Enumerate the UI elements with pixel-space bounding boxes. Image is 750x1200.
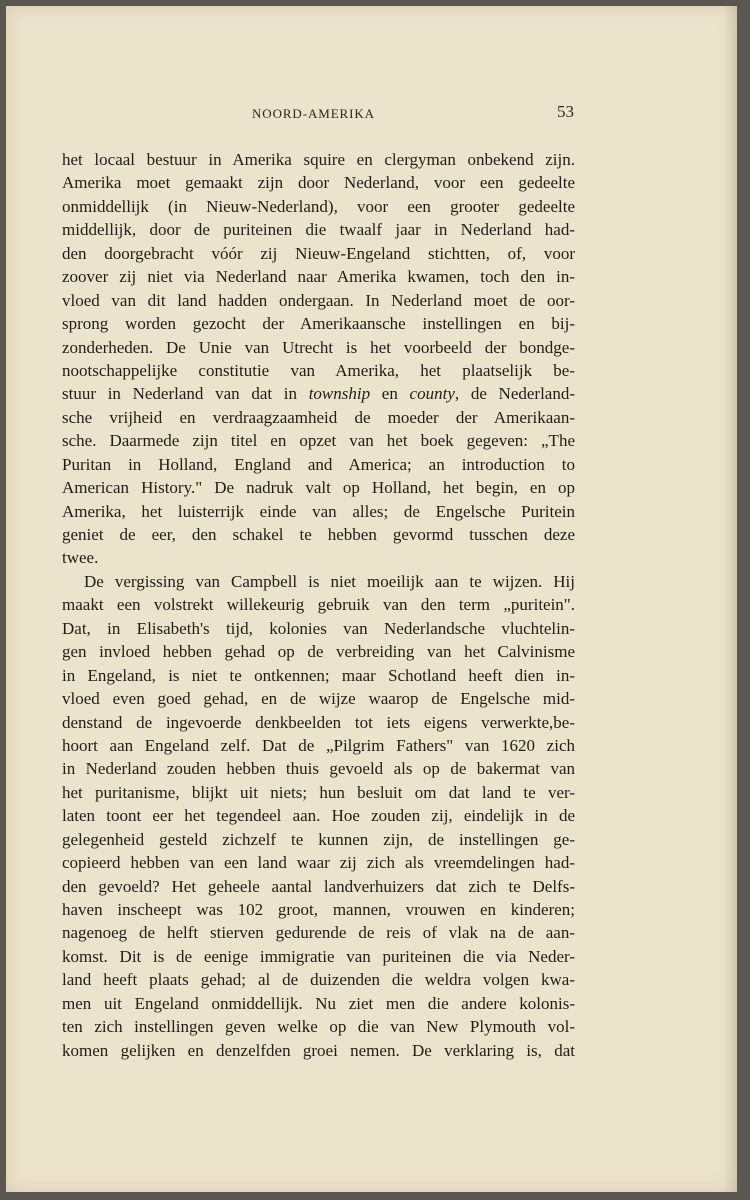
text-line [62, 312, 575, 335]
text-line [62, 875, 575, 898]
text-segment: zoover zij niet via Nederland naar Amerika kwamen, toch den in- [62, 267, 575, 287]
text-segment: denstand de ingevoerde denkbeelden tot iets eigens verwerkte,be- [62, 712, 575, 732]
text-segment: American History." De nadruk valt op Holland, het begin, en op [62, 478, 575, 498]
text-line [62, 851, 575, 874]
text-line [62, 734, 575, 757]
text-segment: zonderheden. De Unie van Utrecht is het voorbeeld der bondge- [62, 337, 575, 357]
text-line [62, 992, 575, 1015]
text-segment: komst. Dit is de eenige immigratie van puriteinen die via Neder- [62, 946, 575, 966]
text-line [62, 148, 575, 171]
text-line [62, 828, 575, 851]
running-title: NOORD-AMERIKA [252, 106, 375, 121]
text-segment: Amerika, het luisterrijk einde van alles; de Engelsche Puritein [62, 501, 575, 521]
text-line [62, 406, 575, 429]
text-line [62, 687, 575, 710]
text-segment: den gevoeld? Het geheele aantal landverhuizers dat zich te Delfs- [62, 876, 575, 896]
text-line [62, 804, 575, 827]
text-segment: sche. Daarmede zijn titel en opzet van het boek gegeven: „The [62, 431, 575, 451]
text-line [62, 359, 575, 382]
text-segment: in Engeland, is niet te ontkennen; maar Schotland heeft dien in- [62, 665, 575, 685]
text-segment: laten toont eer het tegendeel aan. Hoe zouden zij, eindelijk in de [62, 806, 575, 826]
text-line [62, 429, 575, 452]
text-segment: haven inscheept was 102 groot, mannen, vrouwen en kinderen; [62, 900, 575, 919]
text-line [62, 500, 575, 523]
text-segment: Dat, in Elisabeth's tijd, kolonies van Nederlandsche vluchtelin- [62, 618, 575, 638]
text-segment: het puritanisme, blijkt uit niets; hun besluit om dat land te ver- [62, 782, 575, 802]
text-segment: men uit Engeland onmiddellijk. Nu ziet men die andere kolonis- [62, 993, 575, 1013]
text-segment: , de Nederland- [454, 384, 575, 404]
page-number: 53 [557, 102, 574, 121]
text-segment: copieerd hebben van een land waar zij zich als vreemdelingen had- [62, 853, 575, 873]
text-line [62, 757, 575, 780]
text-line [62, 711, 575, 734]
text-segment: den doorgebracht vóór zij Nieuw-Engeland stichtten, of, voor [62, 243, 575, 263]
text-line [62, 945, 575, 968]
text-line [62, 195, 575, 218]
text-segment: nagenoeg de helft stierven gedurende de reis of vlak na de aan- [62, 923, 575, 943]
text-line [62, 218, 575, 241]
text-segment: stuur in Nederland van dat in [62, 384, 309, 404]
text-line [62, 968, 575, 991]
text-line [62, 921, 575, 944]
book-page [6, 6, 737, 1192]
text-segment: middellijk, door de puriteinen die twaalf jaar in Nederland had- [62, 220, 575, 240]
italic-term: county [409, 384, 455, 404]
paragraph-start-line [62, 570, 575, 593]
text-segment: en [370, 384, 410, 404]
text-line [62, 781, 575, 804]
text-segment: nootschappelijke constitutie van Amerika, het plaatselijk be- [62, 360, 575, 380]
text-line [62, 171, 575, 194]
text-segment: in Nederland zouden hebben thuis gevoeld als op de bakermat van [62, 759, 575, 779]
text-segment: vloed van dit land hadden ondergaan. In Nederland moet de oor- [62, 290, 575, 310]
text-line [62, 546, 575, 569]
page-edge-shadow [723, 6, 737, 1192]
text-line [62, 617, 575, 640]
text-segment: maakt een volstrekt willekeurig gebruik van den term „puritein". [62, 595, 575, 615]
text-segment: sche vrijheid en verdraagzaamheid de moeder der Amerikaan- [62, 407, 575, 427]
text-line [62, 1039, 575, 1062]
text-segment: gen invloed hebben gehad op de verbreiding van het Calvinisme [62, 642, 575, 662]
text-line [62, 640, 575, 663]
text-line [62, 1015, 575, 1038]
italic-term: township [308, 384, 371, 404]
text-line [62, 523, 575, 546]
text-line [62, 453, 575, 476]
text-segment: Amerika moet gemaakt zijn door Nederland, voor een gedeelte [62, 173, 575, 193]
text-segment: De vergissing van Campbell is niet moeilijk aan te wijzen. Hij [84, 571, 575, 591]
text-segment: hoort aan Engeland zelf. Dat de „Pilgrim Fathers" van 1620 zich [62, 735, 575, 755]
text-line [62, 242, 575, 265]
text-segment: Puritan in Holland, England and America; an introduction to [62, 454, 575, 474]
text-segment: onmiddellijk (in Nieuw-Nederland), voor een grooter gedeelte [62, 196, 575, 216]
text-segment: geniet de eer, den schakel te hebben gevormd tusschen deze [62, 525, 575, 544]
text-segment: het locaal bestuur in Amerika squire en clergyman onbekend zijn. [62, 150, 575, 169]
text-line [62, 289, 575, 312]
text-segment: sprong worden gezocht der Amerikaansche instellingen en bij- [62, 314, 575, 334]
text-segment: land heeft plaats gehad; al de duizenden die weldra volgen kwa- [62, 970, 575, 990]
text-line [62, 382, 575, 405]
text-line [62, 898, 575, 921]
text-segment: gelegenheid gesteld zichzelf te kunnen zijn, de instellingen ge- [62, 829, 575, 849]
text-line [62, 336, 575, 359]
text-segment: ten zich instellingen geven welke op die van New Plymouth vol- [62, 1017, 575, 1037]
body-text [62, 148, 575, 1062]
text-segment: vloed even goed gehad, en de wijze waarop de Engelsche mid- [62, 689, 575, 709]
text-segment: komen gelijken en denzelfden groei nemen. De verklaring is, dat [62, 1040, 575, 1060]
text-line [62, 265, 575, 288]
text-line [62, 664, 575, 687]
text-line [62, 476, 575, 499]
text-line [62, 593, 575, 616]
text-segment: twee. [62, 548, 99, 568]
